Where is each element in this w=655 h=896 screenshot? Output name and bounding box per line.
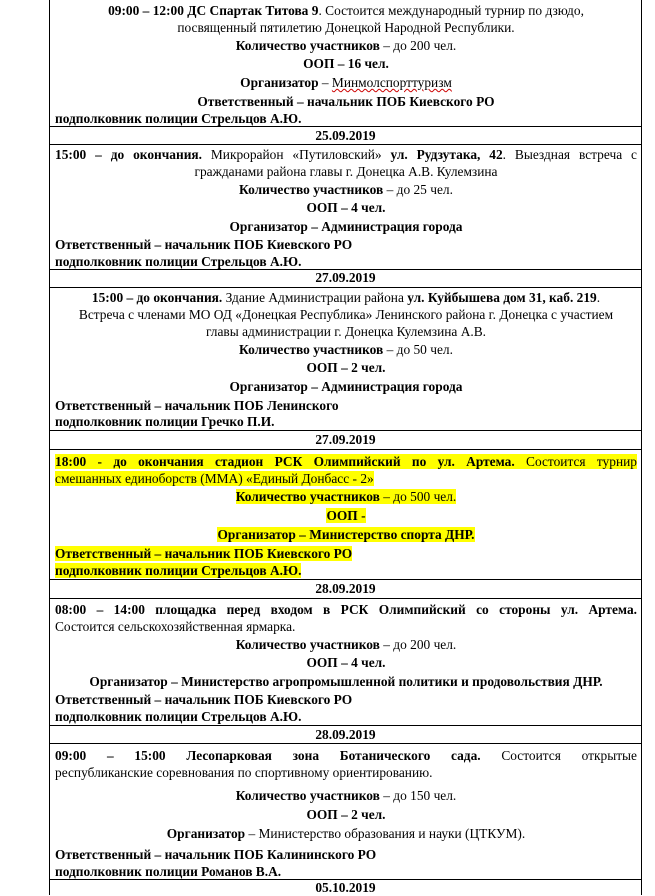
event-6-participants: Количество участников – до 150 чел.	[235, 788, 457, 803]
event-4-responsible-name: подполковник полиции Стрельцов А.Ю.	[55, 563, 302, 578]
event-3-participants: Количество участников – до 50 чел.	[239, 342, 453, 357]
event-5-line-2: Состоится сельскохозяйственная ярмарка.	[55, 619, 296, 634]
event-3-organizer: Организатор – Администрация города	[229, 379, 463, 394]
event-4-oop: ООП -	[326, 508, 366, 523]
table-rule	[49, 287, 642, 288]
table-rule	[49, 144, 642, 145]
date-row-2: 27.09.2019	[315, 270, 376, 285]
event-6-oop: ООП – 2 чел.	[306, 807, 386, 822]
event-1-participants: Количество участников – до 200 чел.	[235, 38, 457, 53]
event-3-line-1: 15:00 – до окончания. Здание Администрации района ул. Куйбышева дом 31, каб. 219.	[91, 290, 601, 305]
event-3-responsible: Ответственный – начальник ПОБ Ленинского	[55, 398, 339, 413]
event-1-organizer: Организатор – Минмолспорттуризм	[240, 75, 452, 90]
date-row-5: 28.09.2019	[315, 727, 376, 742]
event-4-responsible: Ответственный – начальник ПОБ Киевского РО	[55, 546, 353, 561]
event-3-responsible-name: подполковник полиции Гречко П.И.	[55, 414, 275, 429]
event-5-responsible: Ответственный – начальник ПОБ Киевского РО	[55, 692, 353, 707]
event-2-responsible: Ответственный – начальник ПОБ Киевского РО	[55, 237, 353, 252]
event-3-line-3: главы администрации г. Донецка Кулемзина А.В.	[206, 324, 486, 339]
event-4-line-2: смешанных единоборств (ММА) «Единый Донбасс - 2»	[55, 471, 374, 486]
date-row-4: 28.09.2019	[315, 581, 376, 596]
event-4-organizer: Организатор – Министерство спорта ДНР.	[217, 527, 475, 542]
event-2-responsible-name: подполковник полиции Стрельцов А.Ю.	[55, 254, 302, 269]
table-rule	[49, 449, 642, 450]
event-5-oop: ООП – 4 чел.	[306, 655, 386, 670]
event-1-responsible-name: подполковник полиции Стрельцов А.Ю.	[55, 111, 302, 126]
event-1-responsible: Ответственный – начальник ПОБ Киевского РО	[197, 94, 495, 109]
event-1-line-1: 09:00 – 12:00 ДС Спартак Титова 9. Состоится международный турнир по дзюдо,	[108, 3, 584, 18]
event-1-oop: ООП – 16 чел.	[303, 56, 389, 71]
event-6-responsible: Ответственный – начальник ПОБ Калининского РО	[55, 847, 377, 862]
event-3-line-2: Встреча с членами МО ОД «Донецкая Республика» Ленинского района г. Донецка с участием	[78, 307, 614, 322]
event-5-organizer: Организатор – Министерство агропромышленной политики и продовольствия ДНР.	[89, 674, 603, 689]
event-2-organizer: Организатор – Администрация города	[229, 219, 463, 234]
event-3-oop: ООП – 2 чел.	[306, 360, 386, 375]
table-rule	[49, 743, 642, 744]
event-5-line-1: 08:00 – 14:00 площадка перед входом в РСК Олимпийский со стороны ул. Артема.	[55, 602, 637, 617]
event-2-line-2: гражданами района главы г. Донецка А.В. Кулемзина	[194, 164, 498, 179]
table-rule	[49, 598, 642, 599]
footer-date-row: 05.10.2019	[315, 880, 376, 895]
event-4-line-1: 18:00 - до окончания стадион РСК Олимпийский по ул. Артема. Состоится турнир	[55, 454, 637, 469]
event-2-participants: Количество участников – до 25 чел.	[239, 182, 453, 197]
event-6-responsible-name: подполковник полиции Романов В.А.	[55, 864, 282, 879]
event-2-oop: ООП – 4 чел.	[306, 200, 386, 215]
event-1-line-2: посвященный пятилетию Донецкой Народной Республики.	[177, 20, 515, 35]
event-4-participants: Количество участников – до 500 чел.	[235, 489, 457, 504]
date-row-1: 25.09.2019	[315, 128, 376, 143]
event-5-responsible-name: подполковник полиции Стрельцов А.Ю.	[55, 709, 302, 724]
date-row-3: 27.09.2019	[315, 432, 376, 447]
event-6-line-2: республиканские соревнования по спортивному ориентированию.	[55, 765, 433, 780]
event-6-line-1: 09:00 – 15:00 Лесопарковая зона Ботанического сада. Состоится открытые	[55, 748, 637, 763]
event-2-line-1: 15:00 – до окончания. Микрорайон «Путиловский» ул. Рудзутака, 42. Выездная встреча с	[55, 147, 637, 162]
event-5-participants: Количество участников – до 200 чел.	[235, 637, 457, 652]
event-6-organizer: Организатор – Министерство образования и науки (ЦТКУМ).	[166, 826, 526, 841]
